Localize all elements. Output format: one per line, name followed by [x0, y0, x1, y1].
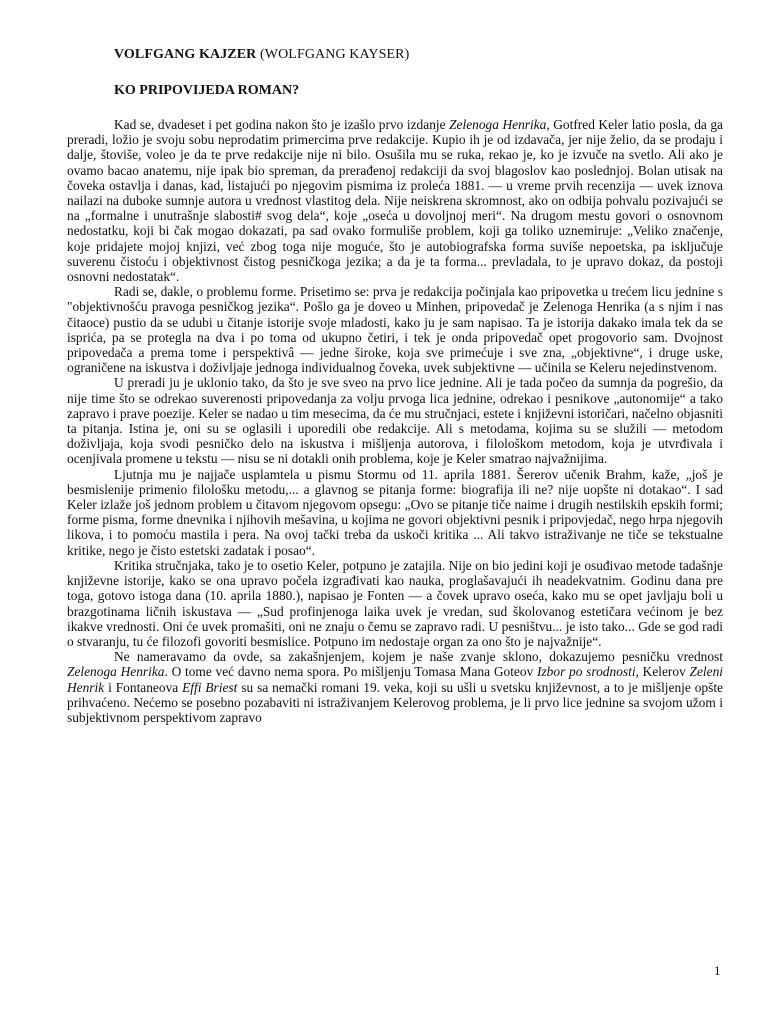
author-name: VOLFGANG KAJZER	[114, 47, 257, 62]
paragraph-text: Ljutnja mu je najjače usplamtela u pismu Stormu od 11. aprila 1881. Šererov učenik Brahm, kaže, „još je besmislenije primenio filološku metodu,... a glavnog se pitanja forme: biografija ili ne? nije uopšte ni dotakao“. I sad Keler izlaže još jednom problem u čitavom njegovom opsegu: „Ovo se pitanje tiče naime i drugih nestilskih epskih formi; forme pisma, forme dnevnika i njihovih mešavina, u kojima ne govori objektivni pesnik i pripovjedač, nego hrpa njegovih likova, i to pomoću mastila i pera. Na ovoj tački treba da uskoči kritika ... Ali takvo istraživanje ne tiče se tekstualne kritike, nego je čisto estetski zadatak i posao“.	[67, 466, 723, 558]
paragraph	[67, 558, 723, 649]
document-title: KO PRIPOVIJEDA ROMAN?	[114, 83, 300, 98]
paragraph-text: Kad se, dvadeset i pet godina nakon što je izašlo prvo izdanje	[114, 117, 450, 132]
italic-title-text: Izbor po srodnosti	[537, 664, 636, 680]
italic-title-text: Zelenoga Henrika	[449, 117, 547, 132]
paragraph-text: i Fontaneova	[104, 679, 183, 695]
paragraph	[67, 467, 723, 558]
italic-title-text: Zeleni Henrik	[67, 664, 724, 695]
paragraph-text: U preradi ju je uklonio tako, da što je sve sveo na prvo lice jednine. Ali je tada počeo da sumnja da pogrešio, da nije time što se odrekao suverenosti pripovedanja za volju prvoga lica jednine, odrekao i pesnikove „autonomije“ a tako zapravo i prave poezije. Keler se nadao u tim mesecima, da će mu stručnjaci, estete i književni istoričari, načelno objasniti ta pitanja. Istina je, oni su se oglasili i uporedili obe redakcije. Ali s metodama, kojima su se služili — metodom doživljaja, koja svodi pesničko delo na iskustva i mišljenja autorova, i filološkom metodom, koja je utvrđivala i ocenjivala promene u tekstu — nisu se ni dotakli onih problema, koje je Keler smatrao najvažnijima.	[67, 375, 723, 467]
italic-title-text: Effi Briest	[182, 679, 238, 695]
paragraph-text: Kritika stručnjaka, tako je to osetio Keler, potpuno je zatajila. Nije on bio jedini koji je osuđivao metode tadašnje književne istorije, kako se ona upravo počela izgrađivati kao nauka, proglašavajući ih neadekvatnim. Godinu dana pre toga, gotovo istoga dana (10. aprila 1880.), napisao je Fonten — a čovek upravo oseća, kako mu se opet javljaju boli u brazgotinama ličnih iskustava — „Sud profinjenoga laika uvek je vredan, sud školovanog estetičara većinom je bez ikakve vrednosti. Oni će uvek promašiti, oni ne znaju o čemu se zapravo radi. U pesništvu... je isto tako... Gde se god radi o stvaranju, tu će filozofi govoriti besmislice. Potpuno im nedostaje organ za ono što je najvažnije“.	[67, 557, 723, 649]
document-body	[67, 117, 723, 725]
paragraph-text: , Kelerov	[635, 664, 690, 680]
paragraph-text: , Gotfred Keler latio posla, da ga preradi, ložio je svoju sobu neprodatim primercima prve redakcije. Kupio ih je od izdavača, jer nije želio, da se prodaju i dalje, štoviše, voleo je da te prve redakcije nije ni bilo. Osušila mu se ruka, rekao je, ko je izvuče na svetlo. Ali ako je ovamo bacao anatemu, nije ipak bio spreman, da prerađenoj redakciji da svoj blagoslov kao poslednjoj. Bolan utisak na čoveka ostavlja i danas, kad, listajući po njegovim pismima iz proleća 1881. — u vreme prvih recenzija — uvek iznova nailazi na duboke sumnje autora u vrednost vlastitog dela. Nije neiskrena skromnost, ako on odbija pohvalu pozivajući se na „formalne i unutrašnje slabosti# svog dela“, koje „oseća u dovoljnoj meri“. Na drugom mestu govori o osnovnom nedostatku, koji bi čak mogao dokazati, pa sad ovako formuliše problem, koji ga toliko uznemiruje: „Veliko značenje, koje pridajete mojoj knjizi, već zbog toga nije moguće, što je autobiografska forma suviše nepoetska, pa isključuje suverenu čistoću i objektivnost čistog pesničkoga jezika; a da je ta forma... prevladala, to je upravo dokaz, da postoji osnovni nedostatak“.	[67, 117, 724, 285]
paragraph-text: . O tome već davno nema spora. Po mišljenju Tomasa Mana Goteov	[164, 664, 538, 680]
paragraph	[67, 117, 723, 284]
author-header	[114, 47, 409, 63]
author-original-name: (WOLFGANG KAYSER)	[260, 47, 410, 62]
paragraph	[67, 284, 723, 375]
paragraph-text: Radi se, dakle, o problemu forme. Prisetimo se: prva je redakcija počinjala kao pripovetka u trećem licu jednine s "objektivnošću pravoga pesničkog jezika“. Pošlo ga je doveo u Minhen, pripovedač je Zelenoga Henrika (a s njim i nas čitaoce) pustio da se udubi u čitanje istorije svoje mladosti, kako ju je sam napisao. Ta je istorija dakako imala tek da se isprića, pa se protegla na dva i po toma od ukupno četiri, i tek je onda pripovedač opet progovorio sam. Dvojnost pripovedača a prema tome i perspektivâ — jedne široke, koja sve primećuje i sve zna, „objektivne“, i druge uske, ograničene na iskustva i doživljaje jednoga individualnog čoveka, uvek subjektivne — učinila se Keleru nejedinstvenom.	[67, 284, 723, 376]
paragraph	[67, 649, 723, 725]
paragraph-text: Ne nameravamo da ovde, sa zakašnjenjem, kojem je naše zvanje sklono, dokazujemo pesničku vrednost	[114, 649, 723, 665]
page-number: 1	[714, 963, 721, 978]
paragraph	[67, 375, 723, 466]
italic-title-text: Zelenoga Henrika	[67, 664, 165, 680]
paragraph-text: su sa nemački romani 19. veka, koji su ušli u svetsku književnost, a to je mišljenje opšte prihvaćeno. Nećemo se posebno pozabaviti ni istraživanjem Kelerovog problema, je li prvo lice jednine sa svojom užom i subjektivnom perspektivom zapravo	[67, 679, 723, 725]
